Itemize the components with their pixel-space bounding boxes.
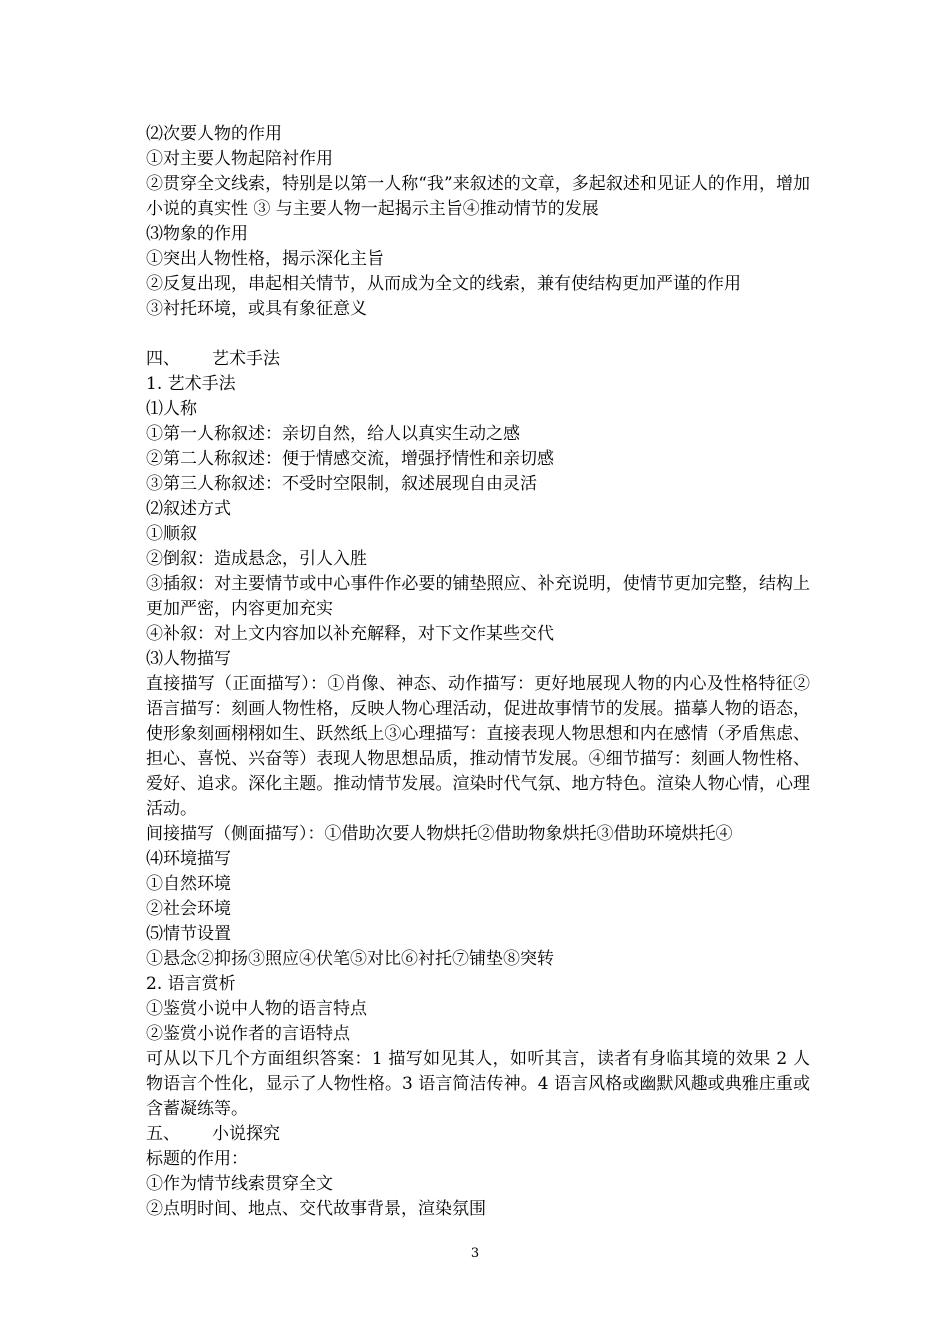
list-item: ①悬念②抑扬③照应④伏笔⑤对比⑥衬托⑦铺垫⑧突转 (146, 949, 554, 969)
list-item: ②社会环境 (146, 899, 231, 919)
list-item: ②点明时间、地点、交代故事背景，渲染氛围 (146, 1199, 486, 1219)
section-title-title-function: 标题的作用： (146, 1149, 248, 1169)
list-item: ①突出人物性格，揭示深化主旨 (146, 249, 384, 269)
section-title-plot: ⑸情节设置 (146, 924, 231, 944)
list-item: ③衬托环境，或具有象征意义 (146, 299, 367, 319)
list-item: ②反复出现，串起相关情节，从而成为全文的线索，兼有使结构更加严谨的作用 (146, 274, 741, 294)
section-title-character-description: ⑶人物描写 (146, 649, 231, 669)
paragraph: 直接描写（正面描写）：①肖像、神态、动作描写：更好地展现人物的内心及性格特征②语言描写：刻画人物性格，反映人物心理活动，促进故事情节的发展。描摹人物的语态，使形象刻画栩栩如生、跃然纸上③心理描写：直接表现人物思想和内在感情（矛盾焦虑、担心、喜悦、兴奋等）表现人物思想品质，推动情节发展。④细节描写：刻画人物性格、爱好、追求。深化主题。推动情节发展。渲染时代气氛、地方特色。渲染人物心情，心理活动。 (146, 674, 810, 819)
heading-text: 小说探究 (212, 1124, 280, 1144)
blank-line (146, 322, 810, 347)
heading-novel-exploration (146, 1122, 810, 1147)
heading-text: 艺术手法 (212, 349, 280, 369)
section-title-secondary-characters: ⑵次要人物的作用 (146, 124, 282, 144)
document-body (146, 122, 810, 1222)
list-item: ①作为情节线索贯穿全文 (146, 1174, 333, 1194)
section-title-person: ⑴人称 (146, 399, 197, 419)
paragraph: ③插叙：对主要情节或中心事件作必要的铺垫照应、补充说明，使情节更加完整，结构上更加严密，内容更加充实 (146, 574, 810, 619)
section-title-environment: ⑷环境描写 (146, 849, 231, 869)
heading-number: 四、 (146, 349, 180, 369)
list-item: ①自然环境 (146, 874, 231, 894)
list-item: ②倒叙：造成悬念，引人入胜 (146, 549, 367, 569)
list-item: ②第二人称叙述：便于情感交流，增强抒情性和亲切感 (146, 449, 554, 469)
list-item: ①对主要人物起陪衬作用 (146, 149, 333, 169)
heading-art-techniques (146, 347, 810, 372)
paragraph: 可从以下几个方面组织答案：1 描写如见其人，如听其言，读者有身临其境的效果 2 人物语言个性化，显示了人物性格。3 语言简洁传神。4 语言风格或幽默风趣或典雅庄重或含蓄凝练等。 (146, 1049, 810, 1119)
list-item: ④补叙：对上文内容加以补充解释，对下文作某些交代 (146, 624, 554, 644)
page-number: 3 (470, 1246, 480, 1261)
paragraph: 间接描写（侧面描写）：①借助次要人物烘托②借助物象烘托③借助环境烘托④ (146, 824, 733, 844)
list-item: ②鉴赏小说作者的言语特点 (146, 1024, 350, 1044)
list-item: ③第三人称叙述：不受时空限制，叙述展现自由灵活 (146, 474, 537, 494)
subheading-art-techniques: 1. 艺术手法 (146, 374, 236, 394)
section-title-narration: ⑵叙述方式 (146, 499, 231, 519)
section-title-objects: ⑶物象的作用 (146, 224, 248, 244)
paragraph: ②贯穿全文线索，特别是以第一人称“我”来叙述的文章，多起叙述和见证人的作用，增加小说的真实性 ③ 与主要人物一起揭示主旨④推动情节的发展 (146, 174, 810, 219)
subheading-language: 2. 语言赏析 (146, 974, 236, 994)
list-item: ①第一人称叙述：亲切自然，给人以真实生动之感 (146, 424, 520, 444)
list-item: ①鉴赏小说中人物的语言特点 (146, 999, 367, 1019)
list-item: ①顺叙 (146, 524, 197, 544)
heading-number: 五、 (146, 1124, 180, 1144)
